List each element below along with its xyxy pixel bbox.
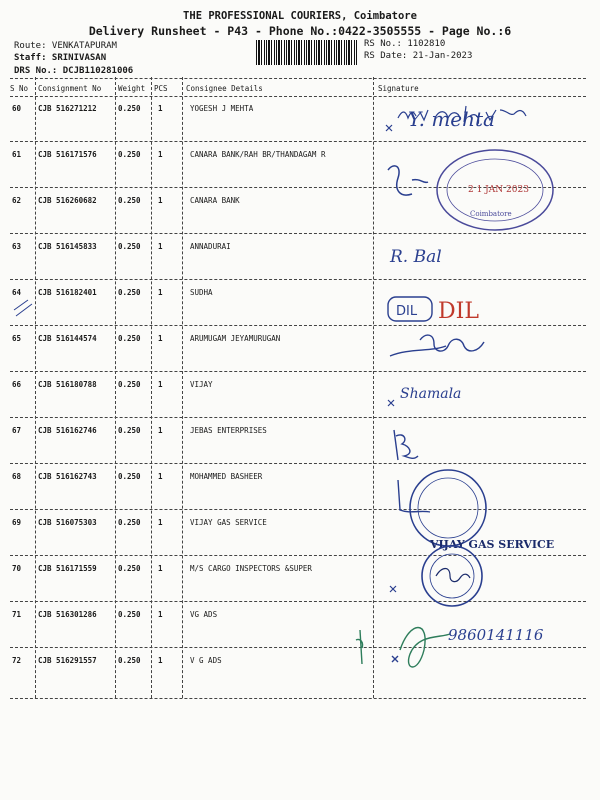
cell-sno: 70 <box>12 564 22 573</box>
cell-sno: 68 <box>12 472 22 481</box>
row-rule <box>10 601 586 602</box>
cell-sno: 62 <box>12 196 22 205</box>
cell-weight: 0.250 <box>118 472 141 481</box>
row-rule <box>10 463 586 464</box>
cell-sno: 63 <box>12 242 22 251</box>
row-rule <box>10 509 586 510</box>
bank-stamp-branch: Coimbatore <box>470 210 512 218</box>
cell-pcs: 1 <box>158 380 163 389</box>
cell-consignee: CANARA BANK/RAH BR/THANDAGAM R <box>190 150 326 159</box>
staff-label: Staff: SRINIVASAN <box>14 53 107 63</box>
cell-pcs: 1 <box>158 104 163 113</box>
table-row <box>0 327 600 373</box>
cell-weight: 0.250 <box>118 288 141 297</box>
cell-sno: 60 <box>12 104 22 113</box>
cell-pcs: 1 <box>158 472 163 481</box>
signature-row-64-text: DIL <box>396 304 418 319</box>
signature-row-64-red: DIL <box>438 299 479 324</box>
cell-sno: 67 <box>12 426 22 435</box>
row-rule <box>10 555 586 556</box>
route-label: Route: VENKATAPURAM <box>14 41 117 51</box>
cell-consignment: CJB 516271212 <box>38 104 97 113</box>
cell-pcs: 1 <box>158 610 163 619</box>
cell-sno: 61 <box>12 150 22 159</box>
barcode <box>256 40 358 65</box>
table-row <box>0 465 600 511</box>
cell-consignment: CJB 516182401 <box>38 288 97 297</box>
cell-weight: 0.250 <box>118 196 141 205</box>
cell-consignment: CJB 516291557 <box>38 656 97 665</box>
bank-stamp-date: 2 1 JAN 2023 <box>468 185 529 195</box>
col-header-weight: Weight <box>118 84 146 93</box>
row-rule <box>10 647 586 648</box>
cell-consignee: V G ADS <box>190 656 222 665</box>
cell-pcs: 1 <box>158 518 163 527</box>
row-rule <box>10 187 586 188</box>
col-header-consignment: Consignment No <box>38 84 102 93</box>
cell-weight: 0.250 <box>118 242 141 251</box>
cell-consignment: CJB 516171559 <box>38 564 97 573</box>
cell-weight: 0.250 <box>118 656 141 665</box>
table-row <box>0 603 600 649</box>
cell-consignee: YOGESH J MEHTA <box>190 104 254 113</box>
cell-consignee: ANNADURAI <box>190 242 231 251</box>
cell-pcs: 1 <box>158 334 163 343</box>
table-bottom-rule <box>10 698 586 699</box>
table-row <box>0 97 600 143</box>
cell-weight: 0.250 <box>118 518 141 527</box>
cell-sno: 71 <box>12 610 22 619</box>
table-row <box>0 557 600 603</box>
cell-consignee: VG ADS <box>190 610 218 619</box>
cell-weight: 0.250 <box>118 150 141 159</box>
cell-consignment: CJB 516180788 <box>38 380 97 389</box>
cell-pcs: 1 <box>158 288 163 297</box>
runsheet-title: Delivery Runsheet - P43 - Phone No.:0422-3505555 - Page No.:6 <box>88 24 512 38</box>
row-rule <box>10 371 586 372</box>
cell-sno: 66 <box>12 380 22 389</box>
cell-consignee: VIJAY <box>190 380 213 389</box>
drs-number: DRS No.: DCJB110281006 <box>14 66 134 76</box>
row-rule <box>10 279 586 280</box>
rs-number: RS No.: 1102810 <box>364 39 446 49</box>
rs-date: RS Date: 21-Jan-2023 <box>364 51 473 61</box>
row-rule <box>10 141 586 142</box>
gas-service-stamp-text: VIJAY GAS SERVICE <box>430 538 555 551</box>
cell-consignment: CJB 516145833 <box>38 242 97 251</box>
table-row <box>0 373 600 419</box>
cell-consignment: CJB 516301286 <box>38 610 97 619</box>
cell-consignment: CJB 516075303 <box>38 518 97 527</box>
signature-row-66-text: Shamala <box>400 386 462 402</box>
cell-pcs: 1 <box>158 656 163 665</box>
cell-consignment: CJB 516162743 <box>38 472 97 481</box>
cell-pcs: 1 <box>158 196 163 205</box>
table-row <box>0 649 600 695</box>
cell-consignment: CJB 516144574 <box>38 334 97 343</box>
cell-consignment: CJB 516260682 <box>38 196 97 205</box>
cell-consignee: ARUMUGAM JEYAMURUGAN <box>190 334 281 343</box>
cell-consignee: CANARA BANK <box>190 196 240 205</box>
cell-sno: 64 <box>12 288 22 297</box>
col-header-signature: Signature <box>378 84 419 93</box>
table-row <box>0 419 600 465</box>
cell-pcs: 1 <box>158 564 163 573</box>
table-row <box>0 143 600 189</box>
cell-consignee: JEBAS ENTERPRISES <box>190 426 267 435</box>
cell-sno: 69 <box>12 518 22 527</box>
signature-row-60-text: Y. mehta <box>408 107 495 131</box>
table-row <box>0 281 600 327</box>
col-header-pcs: PCS <box>154 84 168 93</box>
cell-sno: 65 <box>12 334 22 343</box>
table-row <box>0 189 600 235</box>
company-title: THE PROFESSIONAL COURIERS, Coimbatore <box>183 10 417 22</box>
signature-rows-71-72-number: 9860141116 <box>448 626 544 644</box>
cell-weight: 0.250 <box>118 426 141 435</box>
cell-consignee: M/S CARGO INSPECTORS &SUPER <box>190 564 312 573</box>
row-rule <box>10 417 586 418</box>
cell-consignee: SUDHA <box>190 288 213 297</box>
cell-consignment: CJB 516162746 <box>38 426 97 435</box>
col-header-consignee: Consignee Details <box>186 84 263 93</box>
cell-weight: 0.250 <box>118 104 141 113</box>
table-top-rule <box>10 78 586 79</box>
table-row <box>0 511 600 557</box>
col-header-sno: S No <box>10 84 29 93</box>
cell-weight: 0.250 <box>118 380 141 389</box>
cell-pcs: 1 <box>158 150 163 159</box>
cell-consignee: MOHAMMED BASHEER <box>190 472 263 481</box>
cell-weight: 0.250 <box>118 334 141 343</box>
table-row <box>0 235 600 281</box>
row-rule <box>10 325 586 326</box>
cell-sno: 72 <box>12 656 22 665</box>
cell-pcs: 1 <box>158 426 163 435</box>
signature-row-63-text: R. Bal <box>390 247 442 267</box>
cell-weight: 0.250 <box>118 610 141 619</box>
cell-consignment: CJB 516171576 <box>38 150 97 159</box>
row-rule <box>10 233 586 234</box>
cell-consignee: VIJAY GAS SERVICE <box>190 518 267 527</box>
cell-weight: 0.250 <box>118 564 141 573</box>
cell-pcs: 1 <box>158 242 163 251</box>
